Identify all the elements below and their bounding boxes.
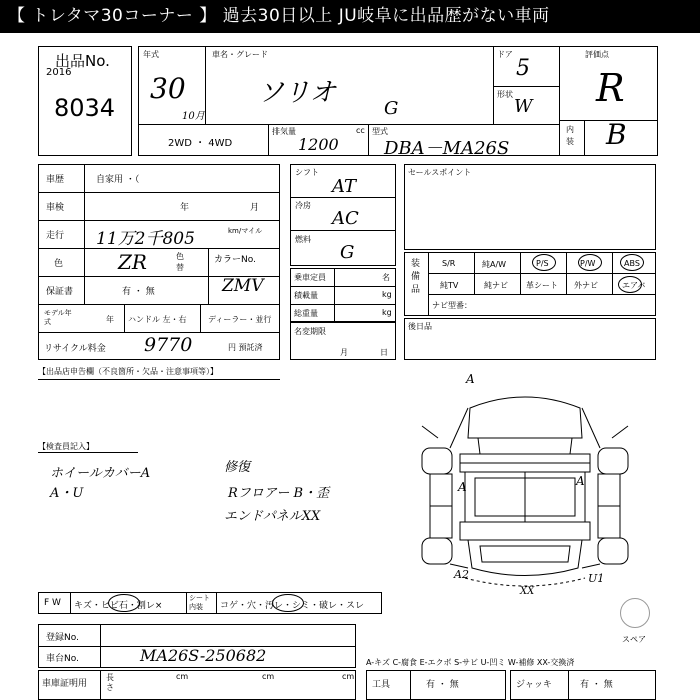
fw-label: F W — [44, 598, 61, 608]
shareki-label: 車歴 — [46, 175, 65, 185]
model-year-unit: 年 — [106, 315, 114, 324]
navi-label: ナビ型番： — [432, 301, 472, 310]
equip-pw: P/W — [580, 259, 596, 268]
lot-year: 2016 — [46, 67, 72, 78]
spare-wheel-icon — [620, 598, 650, 628]
katashiki-value: DBA－MA26S — [384, 138, 510, 159]
sekisai-unit: kg — [382, 290, 392, 299]
legend: A-キズ C-腐食 E-エクボ S-サビ U-凹ミ W-補修 XX-交換済 — [366, 658, 575, 667]
mark-u1: U1 — [588, 572, 605, 585]
seat-label: シート内装 — [189, 594, 210, 611]
iro-label: 色 — [54, 259, 64, 269]
dims-naga: 長さ — [106, 673, 114, 692]
equip-abs: ABS — [624, 259, 640, 268]
car-diagram — [410, 378, 640, 598]
mark-a-left: A — [458, 480, 467, 494]
sales-point-label: セールスポイント — [408, 168, 472, 177]
fw-circle — [108, 594, 140, 612]
dims-label: 車庫証明用 — [42, 679, 88, 689]
nenshiki-month: 10月 — [182, 111, 205, 122]
inspector-note5: エンドパネルXX — [224, 509, 321, 524]
sekisai-label: 積載量 — [294, 291, 318, 300]
toroku-label: 登録No. — [46, 633, 79, 643]
door-value: 5 — [516, 56, 530, 81]
handle-label: ハンドル 左・右 — [128, 315, 187, 324]
iro-value: ZR — [118, 250, 147, 274]
mark-a-top: A — [466, 372, 475, 386]
equip-aw: 純A/W — [482, 260, 507, 269]
equip-leather: 革シート — [526, 281, 558, 290]
reibo-label: 冷房 — [295, 201, 311, 210]
ps-circle — [532, 254, 556, 271]
shift-value: AT — [332, 176, 357, 197]
tools-label: 工具 — [372, 680, 391, 690]
kouhin-box — [404, 318, 656, 360]
sojuryo-unit: kg — [382, 308, 392, 317]
equip-navi: 純ナビ — [484, 281, 508, 290]
haikiryo-value: 1200 — [298, 135, 339, 154]
jack-label: ジャッキ — [516, 680, 552, 690]
inspector-note1: ホイールカバーA — [50, 466, 151, 481]
color-no-value: ZMV — [222, 276, 264, 296]
shadai-value: MA26S-250682 — [140, 646, 267, 665]
spare-label: スペア — [622, 635, 646, 644]
shaken-label: 車検 — [46, 203, 65, 213]
recycle-label: リサイクル料金 — [44, 344, 106, 354]
cc-label: cc — [356, 126, 365, 135]
inspector-label: 【検査員記入】 — [38, 442, 94, 451]
inspector-note4: Rフロアー B・歪 — [228, 486, 330, 501]
haikiryo-label: 排気量 — [272, 127, 296, 136]
drive-label: 2WD ・ 4WD — [168, 138, 233, 149]
meigi-unit: 月日 — [340, 348, 420, 357]
katashiki-label: 型式 — [372, 127, 388, 136]
dims-cm-2: cm — [262, 672, 275, 681]
hyoka-value: R — [596, 66, 625, 110]
mark-a2: A2 — [454, 568, 469, 581]
meigi-label: 名変期限 — [294, 327, 326, 336]
keijo-value: W — [514, 96, 533, 117]
mark-a-right: A — [576, 474, 585, 488]
kouhin-label: 後日品 — [408, 322, 432, 331]
teiin-label: 乗車定員 — [294, 273, 326, 282]
shadai-label: 車台No. — [46, 654, 79, 664]
sojuryo-label: 総重量 — [294, 309, 318, 318]
reibo-value: AC — [332, 208, 359, 229]
dims-cm-1: cm — [176, 672, 189, 681]
shaken-month: 月 — [250, 203, 260, 213]
pw-circle — [578, 254, 602, 271]
equip-ps: P/S — [536, 259, 549, 268]
equip-tv: 純TV — [440, 281, 459, 290]
hyoka-label: 評価点 — [585, 50, 609, 59]
soko-value: 11万2千805 — [96, 229, 195, 249]
grade-value: G — [384, 98, 399, 119]
airbag-circle — [618, 276, 642, 293]
iro-change: 色替 — [176, 252, 184, 272]
recycle-value: 9770 — [144, 334, 193, 356]
shamei-value: ソリオ — [258, 78, 336, 108]
shamei-label: 車名・グレード — [212, 50, 268, 59]
inspector-note2: A・U — [50, 486, 84, 501]
hoshou-value: 有 ・ 無 — [122, 287, 155, 297]
tools-value: 有 ・ 無 — [426, 680, 459, 690]
model-year-label: モデル年式 — [44, 309, 72, 326]
fw-values: キズ・ヒビ石・割レ× — [74, 601, 163, 611]
teiin-unit: 名 — [382, 273, 390, 282]
soko-label: 走行 — [46, 231, 65, 241]
nenshiki-label: 年式 — [143, 50, 159, 59]
hoshou-label: 保証書 — [46, 287, 74, 297]
naisou-label: 内装 — [566, 125, 574, 146]
dims-cm-3: cm — [342, 672, 355, 681]
shift-label: シフト — [295, 168, 319, 177]
seat-circle — [272, 594, 304, 612]
dealer-label: ディーラー・並行 — [208, 315, 272, 324]
banner-title: 【 トレタマ30コーナー 】 過去30日以上 JU岐阜に出品歴がない車両 — [0, 0, 700, 33]
lot-label: 出品No. — [55, 52, 110, 70]
mark-xx: XX — [520, 586, 535, 597]
naisou-value: B — [606, 118, 627, 151]
equip-sr: S/R — [442, 259, 456, 268]
nenshiki-value: 30 — [150, 72, 186, 105]
recycle-unit: 円 預託済 — [228, 343, 263, 352]
shaken-year: 年 — [180, 203, 190, 213]
jack-value: 有 ・ 無 — [580, 680, 613, 690]
nenryo-value: G — [340, 242, 355, 263]
soko-unit: km/マイル — [228, 227, 263, 235]
declaration-label: 【出品店申告欄（不良箇所・欠品・注意事項等）】 — [38, 367, 218, 376]
inspector-note3: 修復 — [224, 460, 251, 475]
door-label: ドア — [497, 50, 513, 59]
shareki-value: 自家用 ・（ — [96, 175, 140, 185]
color-no-label: カラーNo. — [214, 255, 256, 265]
equipment-label: 装備品 — [411, 259, 421, 295]
equip-airbag: エアバ — [622, 281, 646, 290]
seat-values: コゲ・穴・汚レ・シミ・破レ・スレ — [220, 601, 365, 611]
nenryo-label: 燃料 — [295, 235, 311, 244]
equip-ext-navi: 外ナビ — [574, 281, 598, 290]
abs-circle — [620, 254, 644, 271]
lot-number: 8034 — [54, 94, 116, 122]
keijo-label: 形状 — [497, 90, 513, 99]
